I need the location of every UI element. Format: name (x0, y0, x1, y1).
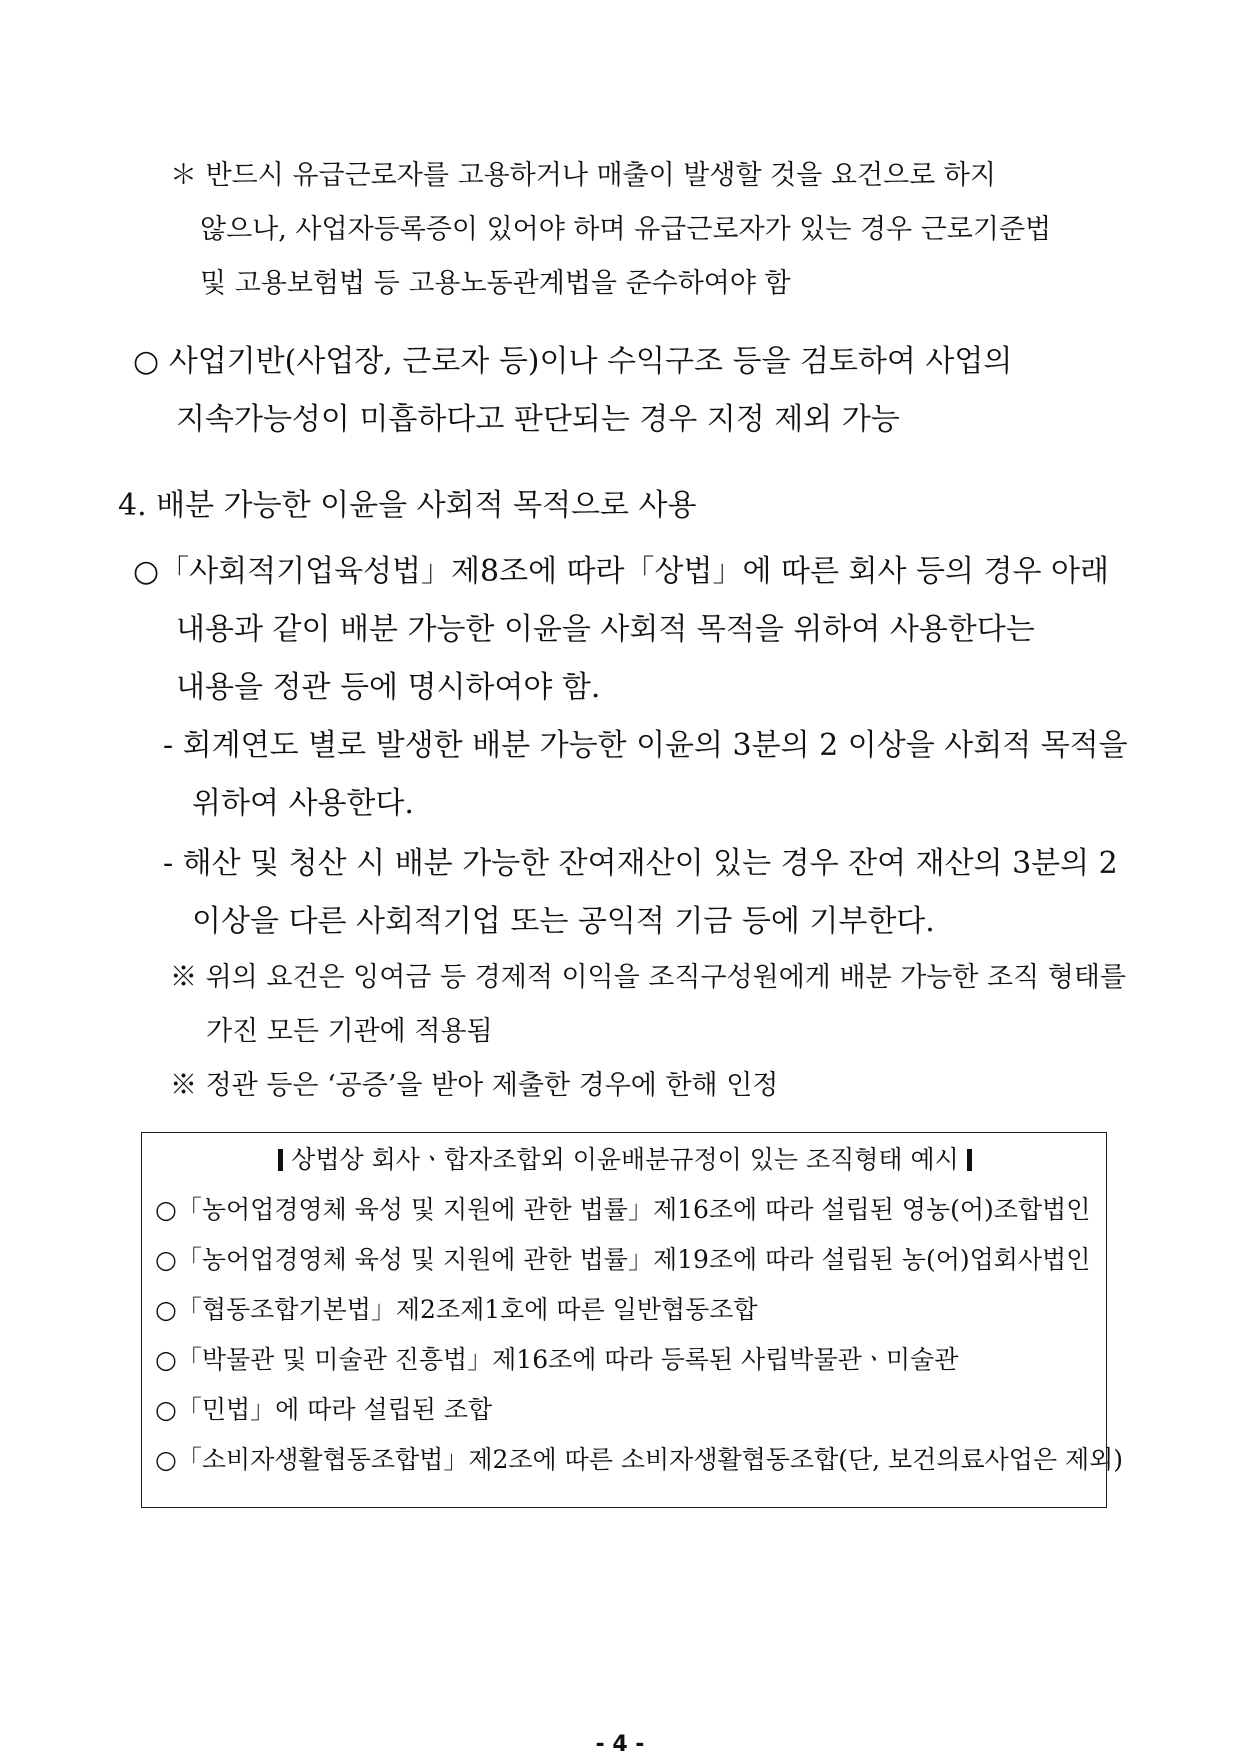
note-requirement-line3: 및 고용보험법 등 고용노동관계법을 준수하여야 함 (200, 268, 791, 299)
note-application-line1: ※ 위의 요건은 잉여금 등 경제적 이익을 조직구성원에게 배분 가능한 조직 형태를 (170, 962, 1127, 993)
section-4-bullet-line1: ○「사회적기업육성법」제8조에 따라「상법」에 따른 회사 등의 경우 아래 (133, 554, 1109, 589)
example-box (141, 1132, 1124, 1508)
example-box-title-text: 상법상 회사ㆍ합자조합외 이윤배분규정이 있는 조직형태 예시 (291, 1145, 959, 1174)
exclusion-bullet-line1: ○ 사업기반(사업장, 근로자 등)이나 수익구조 등을 검토하여 사업의 (133, 344, 1013, 379)
exclusion-bullet-line2: 지속가능성이 미흡하다고 판단되는 경우 지정 제외 가능 (176, 402, 900, 437)
example-item: ○「박물관 및 미술관 진흥법」제16조에 따라 등록된 사립박물관ㆍ미술관 (155, 1345, 959, 1374)
note-requirement-line2: 않으나, 사업자등록증이 있어야 하며 유급근로자가 있는 경우 근로기준법 (200, 214, 1052, 245)
example-item: ○「농어업경영체 육성 및 지원에 관한 법률」제19조에 따라 설립된 농(어)업회사법인 (155, 1245, 1091, 1274)
note-application-line2: 가진 모든 기관에 적용됨 (206, 1016, 493, 1047)
example-item: ○「민법」에 따라 설립된 조합 (155, 1395, 493, 1424)
dash-item-2-line2: 이상을 다른 사회적기업 또는 공익적 기금 등에 기부한다. (192, 904, 935, 939)
dash-item-2-line1: - 해산 및 청산 시 배분 가능한 잔여재산이 있는 경우 잔여 재산의 3분의 2 (163, 846, 1118, 881)
note-notarization: ※ 정관 등은 ‘공증’을 받아 제출한 경우에 한해 인정 (170, 1070, 779, 1101)
dash-item-1-line1: - 회계연도 별로 발생한 배분 가능한 이윤의 3분의 2 이상을 사회적 목적을 (163, 728, 1128, 763)
note-requirement-line1: ＊ 반드시 유급근로자를 고용하거나 매출이 발생할 것을 요건으로 하지 (170, 160, 996, 191)
title-bar-left-icon (278, 1149, 283, 1171)
section-4-bullet-line2: 내용과 같이 배분 가능한 이윤을 사회적 목적을 위하여 사용한다는 (176, 612, 1035, 647)
example-item: ○「농어업경영체 육성 및 지원에 관한 법률」제16조에 따라 설립된 영농(어)조합법인 (155, 1195, 1091, 1224)
title-bar-right-icon (967, 1149, 972, 1171)
section-4-bullet-line3: 내용을 정관 등에 명시하여야 함. (176, 670, 601, 705)
example-box-title (142, 1143, 1108, 1177)
section-4-heading: 4. 배분 가능한 이윤을 사회적 목적으로 사용 (118, 488, 697, 523)
example-item: ○「소비자생활협동조합법」제2조에 따른 소비자생활협동조합(단, 보건의료사업은 제외) (155, 1445, 1124, 1474)
page-number: - 4 - (595, 1732, 645, 1757)
example-item: ○「협동조합기본법」제2조제1호에 따른 일반협동조합 (155, 1295, 758, 1324)
dash-item-1-line2: 위하여 사용한다. (192, 786, 414, 821)
